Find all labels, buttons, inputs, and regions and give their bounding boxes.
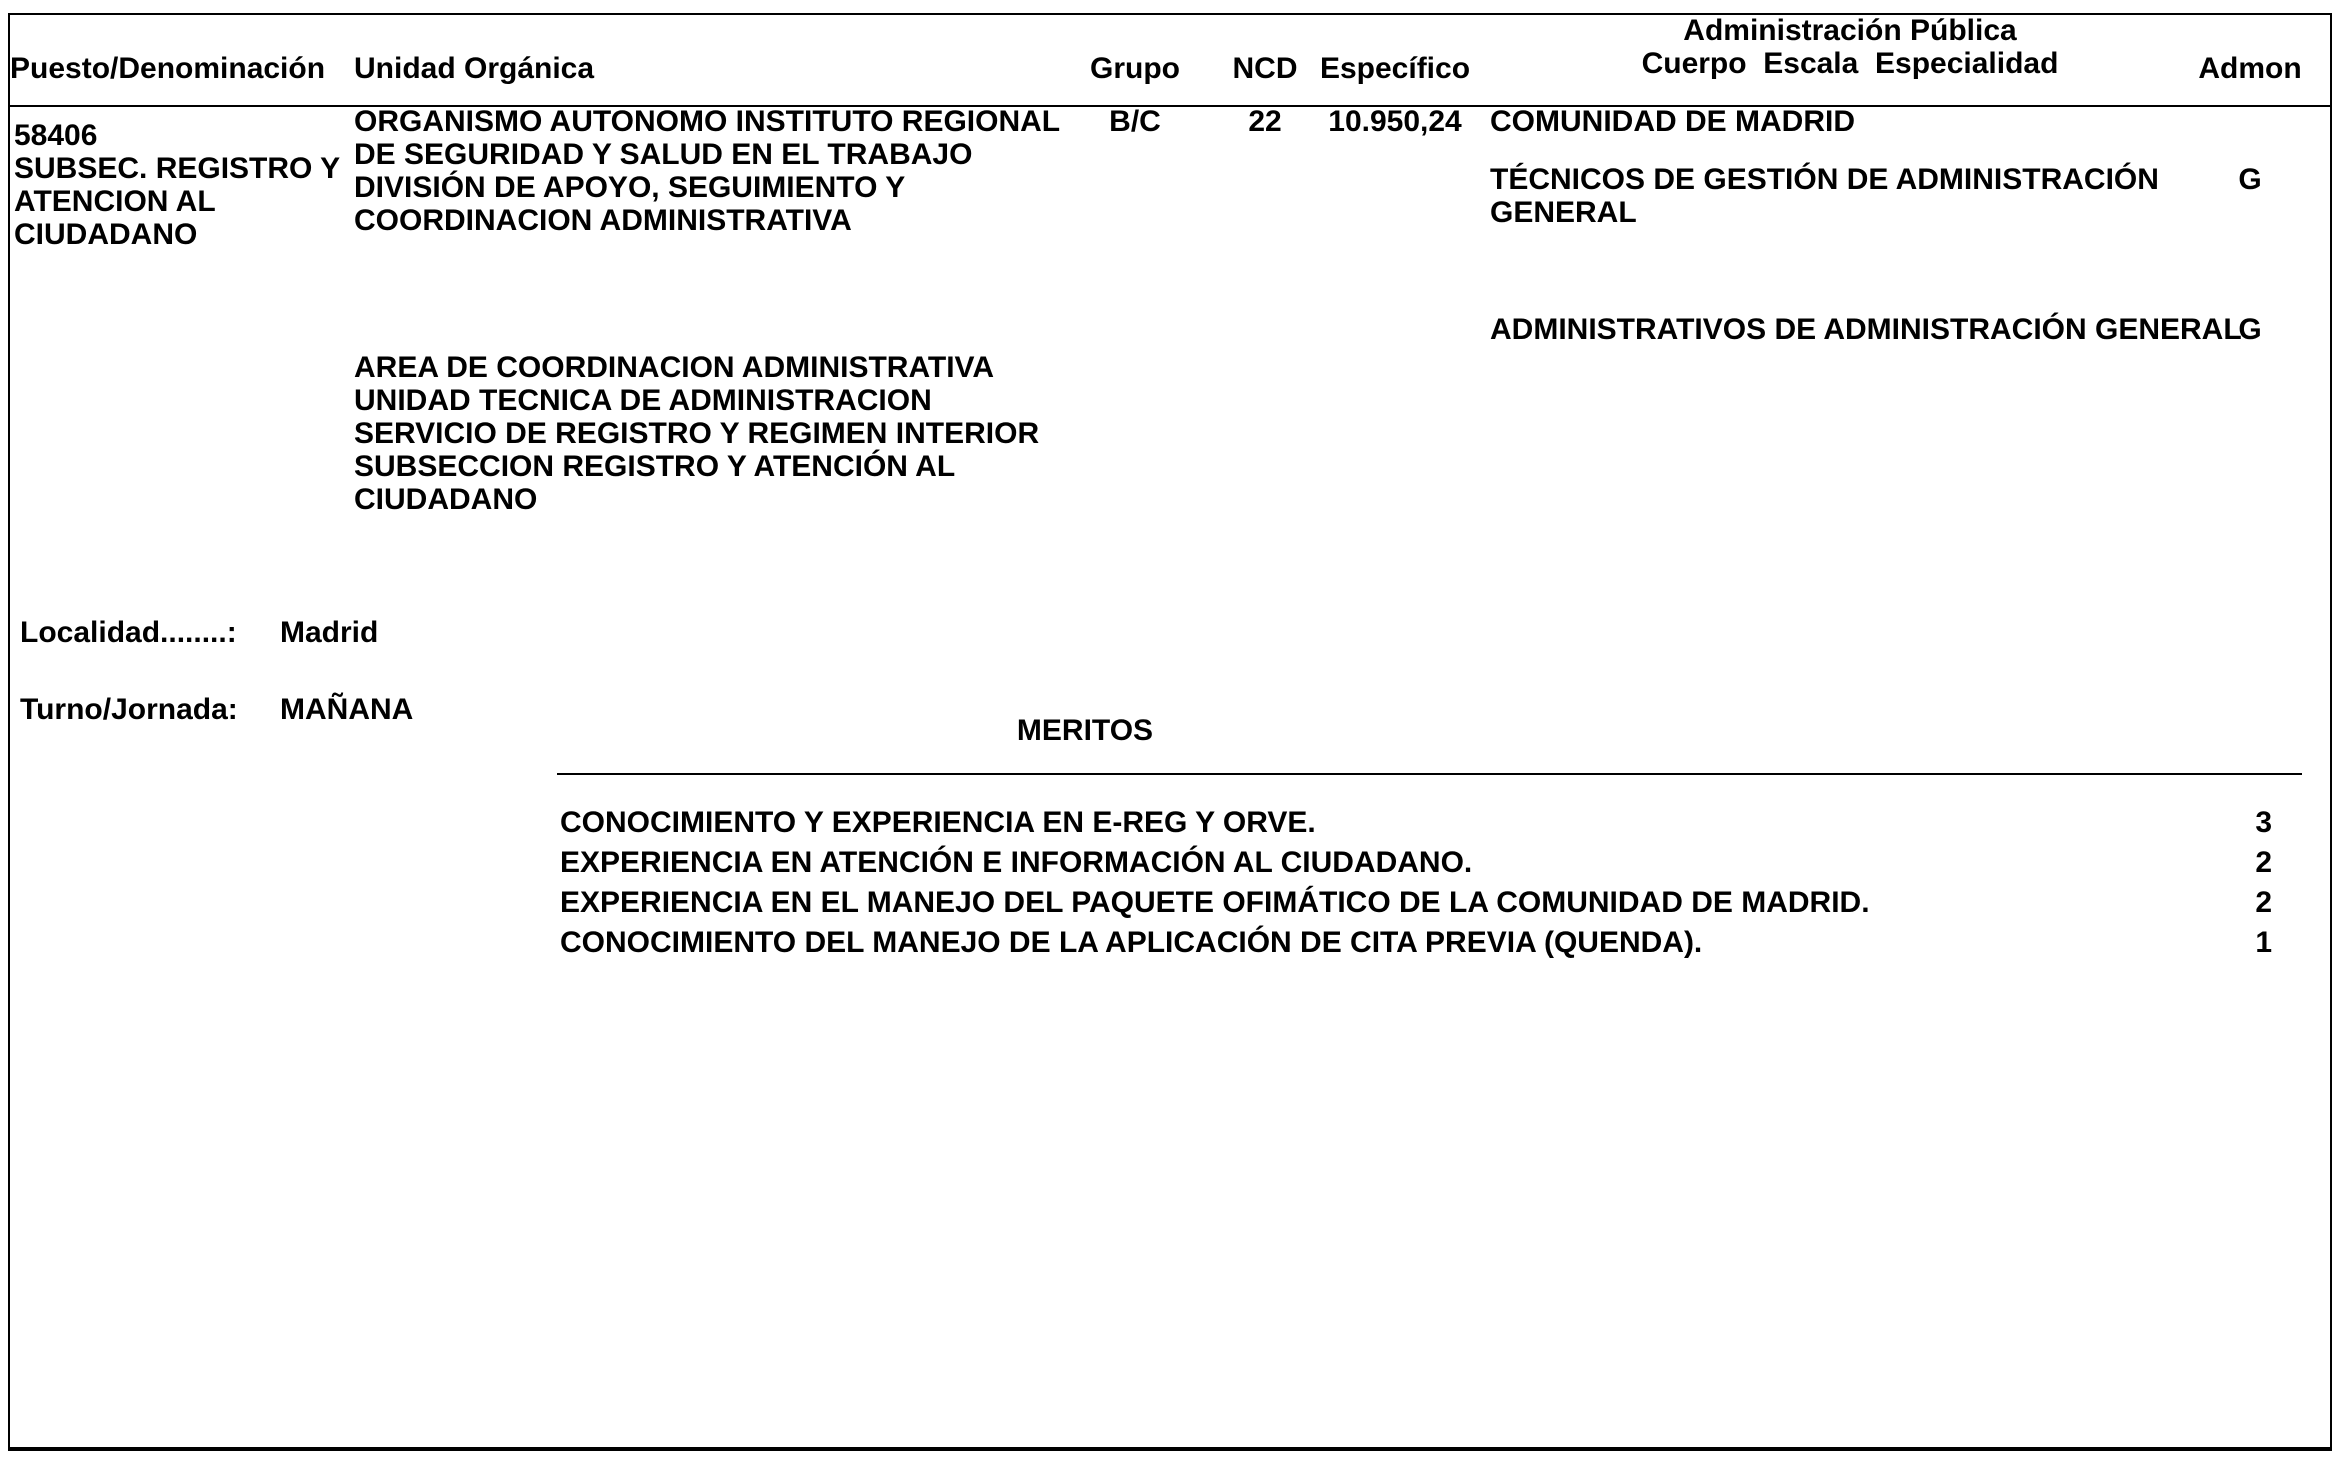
unidad-organica-line: ORGANISMO AUTONOMO INSTITUTO REGIONAL [354, 105, 1061, 138]
localidad-label: Localidad........: [20, 616, 237, 649]
especifico-value: 10.950,24 [1328, 105, 1462, 138]
puesto-denomination-line: CIUDADANO [14, 218, 198, 251]
cuerpo-admon-value: G [2238, 163, 2262, 196]
column-header-puesto: Puesto/Denominación [10, 52, 326, 85]
meritos-divider-line [557, 773, 2302, 775]
unidad-organica-line: UNIDAD TECNICA DE ADMINISTRACION [354, 384, 932, 417]
unidad-organica-line: COORDINACION ADMINISTRATIVA [354, 204, 852, 237]
column-header-admon: Admon [2198, 52, 2302, 85]
column-header-unidad: Unidad Orgánica [354, 52, 595, 85]
column-header-grupo: Grupo [1090, 52, 1180, 85]
turno-jornada-value: MAÑANA [280, 693, 414, 726]
column-header-administracion-publica [1630, 14, 2070, 80]
unidad-organica-line: DE SEGURIDAD Y SALUD EN EL TRABAJO [354, 138, 973, 171]
unidad-organica-line: AREA DE COORDINACION ADMINISTRATIVA [354, 351, 994, 384]
unidad-organica-block1 [354, 105, 1074, 237]
merit-item-text: EXPERIENCIA EN ATENCIÓN E INFORMACIÓN AL CIUDADANO. [560, 846, 1473, 879]
unidad-organica-line: DIVISIÓN DE APOYO, SEGUIMIENTO Y [354, 171, 906, 204]
cuerpo-name-line: TÉCNICOS DE GESTIÓN DE ADMINISTRACIÓN [1490, 163, 2159, 196]
merit-item-points: 2 [2255, 846, 2272, 879]
administracion-publica-value: COMUNIDAD DE MADRID [1490, 105, 1855, 138]
cuerpo-name-line: GENERAL [1490, 196, 1637, 229]
merit-item-text: EXPERIENCIA EN EL MANEJO DEL PAQUETE OFIMÁTICO DE LA COMUNIDAD DE MADRID. [560, 886, 1870, 919]
column-header-ncd: NCD [1232, 52, 1298, 85]
column-header-administracion-publica-line1: Administración Pública [1683, 14, 2017, 47]
merit-item-points: 3 [2255, 806, 2272, 839]
puesto-code: 58406 [14, 119, 98, 152]
merit-item-points: 2 [2255, 886, 2272, 919]
column-header-administracion-publica-line2: Cuerpo Escala Especialidad [1641, 47, 2059, 80]
puesto-denomination-line: ATENCION AL [14, 185, 216, 218]
position-sheet [8, 13, 2332, 1451]
cuerpo-admon-value: G [2238, 313, 2262, 346]
unidad-organica-line: CIUDADANO [354, 483, 538, 516]
puesto-denominacion-cell [14, 119, 359, 251]
turno-jornada-label: Turno/Jornada: [20, 693, 238, 726]
merit-item-text: CONOCIMIENTO Y EXPERIENCIA EN E-REG Y ORVE. [560, 806, 1316, 839]
cuerpo-item [1490, 163, 2190, 229]
meritos-title: MERITOS [1016, 714, 1154, 747]
cuerpo-item [1490, 313, 2250, 346]
merit-item-points: 1 [2255, 926, 2272, 959]
unidad-organica-block2 [354, 351, 1074, 516]
unidad-organica-line: SUBSECCION REGISTRO Y ATENCIÓN AL [354, 450, 956, 483]
merit-item-text: CONOCIMIENTO DEL MANEJO DE LA APLICACIÓN DE CITA PREVIA (QUENDA). [560, 926, 1703, 959]
localidad-value: Madrid [280, 616, 379, 649]
grupo-value: B/C [1109, 105, 1161, 138]
unidad-organica-line: SERVICIO DE REGISTRO Y REGIMEN INTERIOR [354, 417, 1040, 450]
column-header-especifico: Específico [1319, 52, 1471, 85]
ncd-value: 22 [1248, 105, 1282, 138]
puesto-denomination-line: SUBSEC. REGISTRO Y [14, 152, 341, 185]
cuerpo-name-line: ADMINISTRATIVOS DE ADMINISTRACIÓN GENERAL [1490, 313, 2242, 346]
